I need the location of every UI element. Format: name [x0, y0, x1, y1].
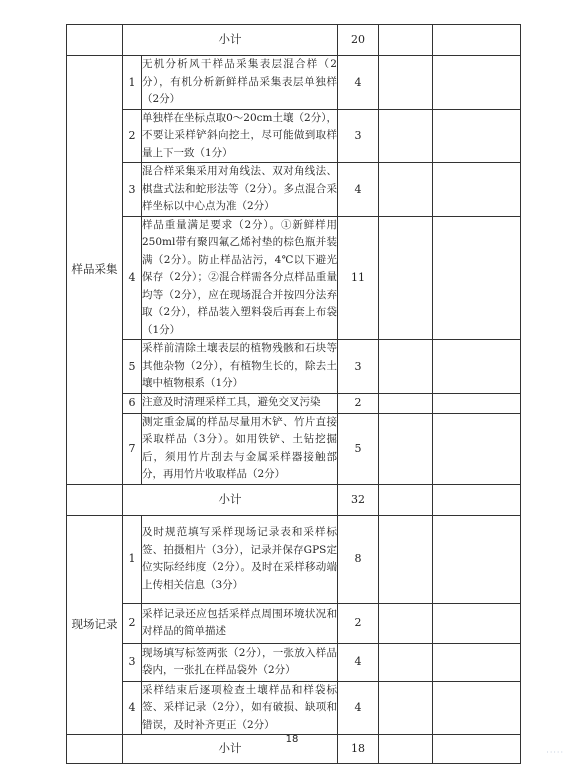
empty-cell — [433, 603, 521, 643]
item-number: 6 — [123, 393, 142, 413]
item-number: 1 — [123, 515, 142, 603]
empty-cell — [379, 603, 433, 643]
empty-cell — [433, 643, 521, 681]
empty-cell — [379, 681, 433, 735]
table-row — [67, 393, 521, 413]
table-row — [67, 681, 521, 735]
empty-cell — [433, 484, 521, 515]
empty-cell — [433, 25, 521, 56]
subtotal-score: 32 — [338, 484, 379, 515]
item-score: 11 — [338, 216, 379, 340]
item-score: 4 — [338, 681, 379, 735]
table-row — [67, 56, 521, 110]
item-text: 现场填写标签两张（2分），一张放入样品袋内，一张扎在样品袋外（2分） — [142, 643, 338, 681]
subtotal-score: 18 — [338, 735, 379, 764]
item-text: 单独样在坐标点取0～20cm土壤（2分），不要让采样铲斜向挖土，尽可能做到取样量上下一致（1分） — [142, 109, 338, 163]
item-text: 采样结束后逐项检查土壤样品和样袋标签、采样记录（2分），如有破损、缺项和错误，及时补齐更正（2分） — [142, 681, 338, 735]
item-score: 4 — [338, 163, 379, 217]
empty-cell — [433, 340, 521, 394]
item-number: 4 — [123, 681, 142, 735]
empty-cell — [67, 25, 123, 56]
item-text: 及时规范填写采样现场记录表和采样标签、拍摄相片（3分），记录并保存GPS定位实际经纬度（2分）。及时在采样移动端上传相关信息（3分） — [142, 515, 338, 603]
empty-cell — [379, 515, 433, 603]
empty-cell — [379, 163, 433, 217]
item-text: 注意及时清理采样工具，避免交叉污染 — [142, 393, 338, 413]
item-text: 无机分析风干样品采集表层混合样（2分），有机分析新鲜样品采集表层单独样（2分） — [142, 56, 338, 110]
item-number: 4 — [123, 216, 142, 340]
empty-cell — [433, 515, 521, 603]
item-number: 3 — [123, 643, 142, 681]
empty-cell — [379, 216, 433, 340]
item-number: 5 — [123, 340, 142, 394]
empty-cell — [433, 393, 521, 413]
item-score: 2 — [338, 393, 379, 413]
subtotal-label: 小计 — [123, 484, 338, 515]
category-label: 现场记录 — [67, 515, 123, 735]
item-text: 采样前清除土壤表层的植物残骸和石块等其他杂物（2分），有植物生长的，除去土壤中植物根系（1分） — [142, 340, 338, 394]
item-score: 3 — [338, 109, 379, 163]
empty-cell — [379, 413, 433, 484]
item-number: 3 — [123, 163, 142, 217]
table-row — [67, 643, 521, 681]
empty-cell — [379, 109, 433, 163]
empty-cell — [379, 340, 433, 394]
empty-cell — [433, 56, 521, 110]
empty-cell — [379, 484, 433, 515]
empty-cell — [379, 393, 433, 413]
scoring-table — [66, 24, 521, 764]
item-number: 7 — [123, 413, 142, 484]
empty-cell — [379, 25, 433, 56]
subtotal-score: 20 — [338, 25, 379, 56]
item-score: 2 — [338, 603, 379, 643]
item-score: 3 — [338, 340, 379, 394]
table-row — [67, 109, 521, 163]
empty-cell — [433, 413, 521, 484]
item-text: 采样记录还应包括采样点周围环境状况和对样品的简单描述 — [142, 603, 338, 643]
empty-cell — [433, 163, 521, 217]
empty-cell — [67, 484, 123, 515]
table-row — [67, 163, 521, 217]
table-row — [67, 603, 521, 643]
table-row — [67, 216, 521, 340]
item-text: 测定重金属的样品尽量用木铲、竹片直接采取样品（3分）。如用铁铲、土钻挖掘后，须用竹片刮去与金属采样器接触部分，再用竹片收取样品（2分） — [142, 413, 338, 484]
item-text: 样品重量满足要求（2分）。①新鲜样用250ml带有聚四氟乙烯衬垫的棕色瓶并装满（2分）。防止样品沾污，4℃以下避光保存（2分）；②混合样需各分点样品重量均等（2分），应在现场混合并按四分法弃取（2分），样品装入塑料袋后再套上布袋（1分） — [142, 216, 338, 340]
table-row — [67, 515, 521, 603]
item-text: 混合样采集采用对角线法、双对角线法、棋盘式法和蛇形法等（2分）。多点混合采样坐标以中心点为准（2分） — [142, 163, 338, 217]
subtotal-label: 小计 — [123, 735, 338, 764]
empty-cell — [379, 643, 433, 681]
item-number: 1 — [123, 56, 142, 110]
empty-cell — [433, 109, 521, 163]
table-row — [67, 484, 521, 515]
table-row — [67, 25, 521, 56]
item-score: 4 — [338, 643, 379, 681]
category-label: 样品采集 — [67, 56, 123, 485]
empty-cell — [433, 681, 521, 735]
table-row — [67, 340, 521, 394]
empty-cell — [379, 56, 433, 110]
item-score: 8 — [338, 515, 379, 603]
item-number: 2 — [123, 109, 142, 163]
watermark: ····· — [546, 748, 564, 757]
empty-cell — [433, 216, 521, 340]
item-number: 2 — [123, 603, 142, 643]
item-score: 4 — [338, 56, 379, 110]
subtotal-label: 小计 — [123, 25, 338, 56]
item-score: 5 — [338, 413, 379, 484]
page-number: 18 — [285, 734, 299, 745]
table-row — [67, 413, 521, 484]
